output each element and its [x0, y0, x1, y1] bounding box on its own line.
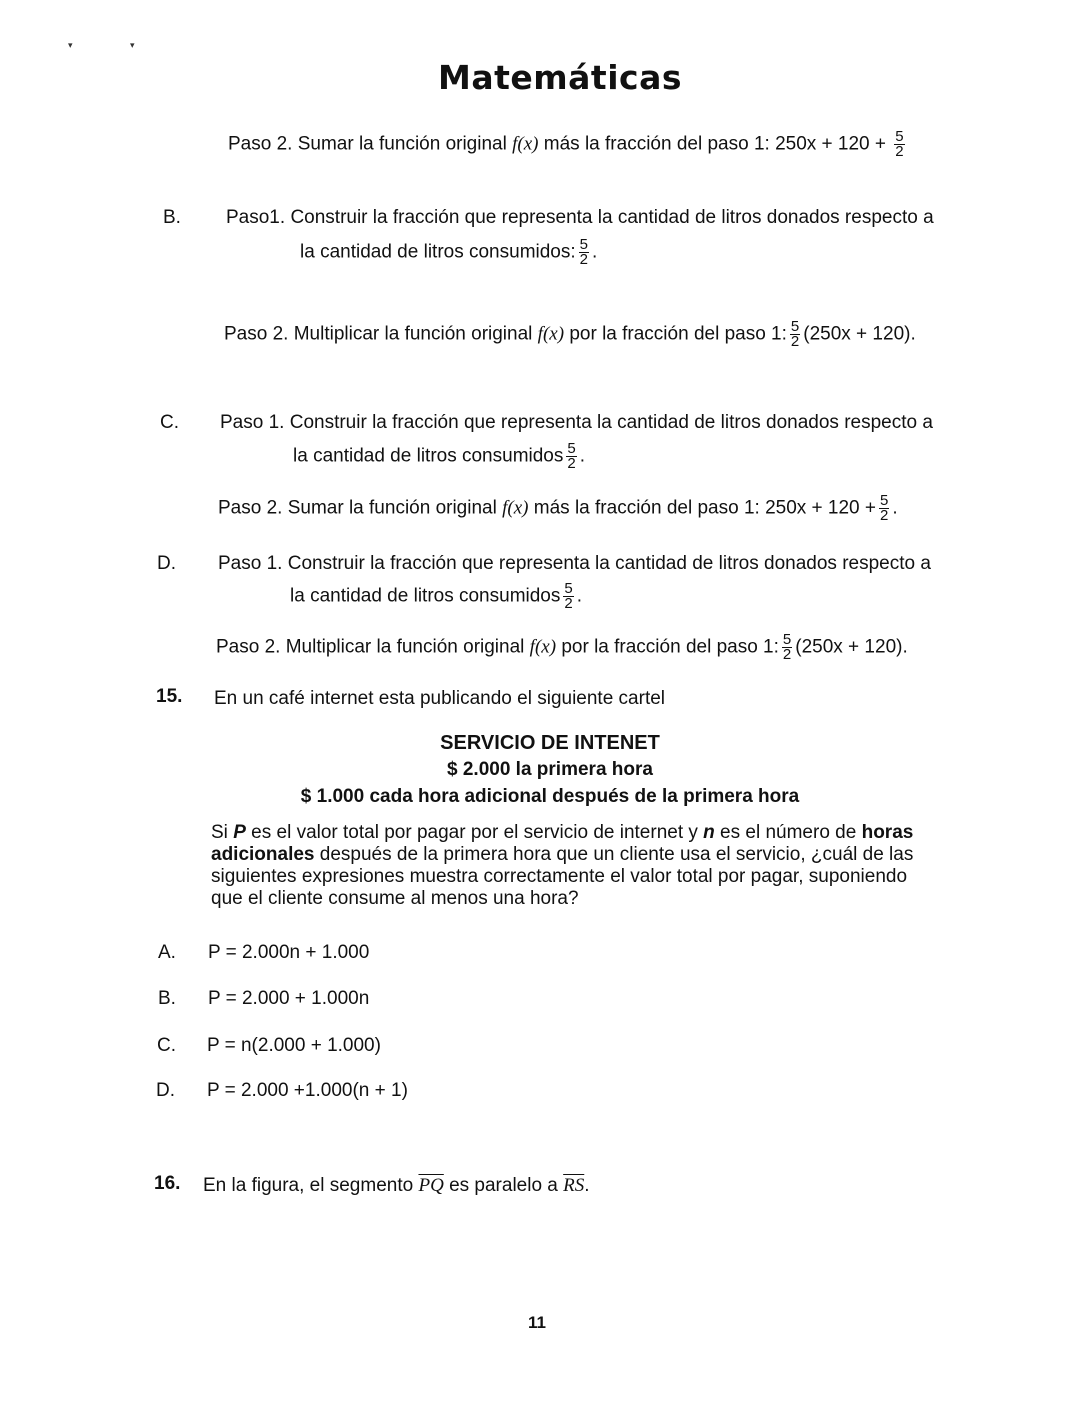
variable-n: n: [703, 822, 715, 843]
function-fx: f(x): [529, 636, 557, 658]
sign-line-2: $ 1.000 cada hora adicional después de la primera hora: [300, 786, 800, 807]
option-letter: B.: [163, 207, 181, 228]
answer-option-a[interactable]: [158, 942, 369, 964]
variable-p: P: [233, 822, 246, 843]
option-a-paso2: Paso 2. Sumar la función original f(x) más la fracción del paso 1: 250x + 120 + $\frac{5}{2}$: [228, 128, 904, 160]
sign-line-1: $ 2.000 la primera hora: [447, 759, 653, 780]
option-text: P = n(2.000 + 1.000): [207, 1035, 381, 1056]
function-fx: f(x): [502, 497, 529, 519]
answer-option-d[interactable]: [156, 1080, 408, 1102]
option-c-paso1: Paso 1. Construir la fracción que representa la cantidad de litros donados respecto a: [220, 412, 933, 433]
question-number: 16.: [154, 1173, 181, 1194]
option-b-paso1-line2: la cantidad de litros consumidos: $\frac{5}{2}$ .: [300, 236, 598, 268]
fraction: $\frac{5}{2}$: [880, 492, 889, 524]
answer-option-b[interactable]: [158, 988, 369, 1010]
option-letter: C.: [157, 1035, 176, 1056]
question-prompt: En un café internet esta publicando el siguiente cartel: [214, 688, 666, 709]
option-c-paso2: Paso 2. Sumar la función original f(x) más la fracción del paso 1: 250x + 120 + $\frac{5}{2}$ .: [218, 492, 898, 524]
fraction: $\frac{5}{2}$: [567, 440, 576, 472]
fraction: $\frac{5}{2}$: [782, 631, 792, 663]
segment-rs: $\overline{RS}$: [563, 1175, 585, 1196]
function-fx: f(x): [537, 323, 565, 345]
option-text: P = 2.000 + 1.000n: [208, 988, 370, 1009]
option-d-paso1: Paso 1. Construir la fracción que representa la cantidad de litros donados respecto a: [218, 553, 931, 574]
segment-pq: $\overline{PQ}$: [418, 1175, 444, 1196]
fraction: $\frac{5}{2}$: [564, 580, 573, 612]
sign-title: SERVICIO DE INTENET: [440, 732, 660, 754]
question-body: Si P es el valor total por pagar por el servicio de internet y n es el número de horas adicionales después de la primera hora que un cliente usa el servicio, ¿cuál de las siguientes expresiones muestra correctamente el valor total por pagar, suponiendo que el cliente consume al menos una hora?: [211, 822, 914, 909]
answer-option-c[interactable]: [157, 1035, 381, 1057]
question-prompt: En la figura, el segmento $\overline{PQ}$ es paralelo a $\overline{RS}$.: [203, 1175, 590, 1196]
option-text: P = 2.000n + 1.000: [208, 942, 370, 963]
option-b-paso1: Paso1. Construir la fracción que representa la cantidad de litros donados respecto a: [226, 207, 934, 228]
function-fx: f(x): [512, 133, 539, 155]
option-d-paso2: Paso 2. Multiplicar la función original f(x) por la fracción del paso 1: $\frac{5}{2}$ (250x + 120).: [216, 631, 908, 663]
option-letter: D.: [157, 553, 176, 574]
option-letter: A.: [158, 942, 176, 963]
question-number: 15.: [156, 686, 183, 707]
scan-speck: ▾: [130, 40, 135, 50]
option-d-paso1-line2: la cantidad de litros consumidos $\frac{5}{2}$ .: [290, 580, 582, 612]
fraction: $\frac{5}{2}$: [895, 128, 904, 160]
option-letter: D.: [156, 1080, 175, 1101]
fraction: $\frac{5}{2}$: [790, 318, 800, 350]
page-title: Matemáticas: [438, 58, 682, 97]
scan-speck: ▾: [68, 40, 73, 50]
fraction: $\frac{5}{2}$: [579, 236, 588, 268]
option-c-paso1-line2: la cantidad de litros consumidos $\frac{5}{2}$ .: [293, 440, 585, 472]
option-letter: B.: [158, 988, 176, 1009]
page-number: 11: [528, 1313, 546, 1332]
option-b-paso2: Paso 2. Multiplicar la función original f(x) por la fracción del paso 1: $\frac{5}{2}$ (250x + 120).: [224, 318, 916, 350]
option-letter: C.: [160, 412, 179, 433]
option-text: P = 2.000 +1.000(n + 1): [207, 1080, 408, 1101]
step-label: Paso 2.: [228, 133, 293, 155]
